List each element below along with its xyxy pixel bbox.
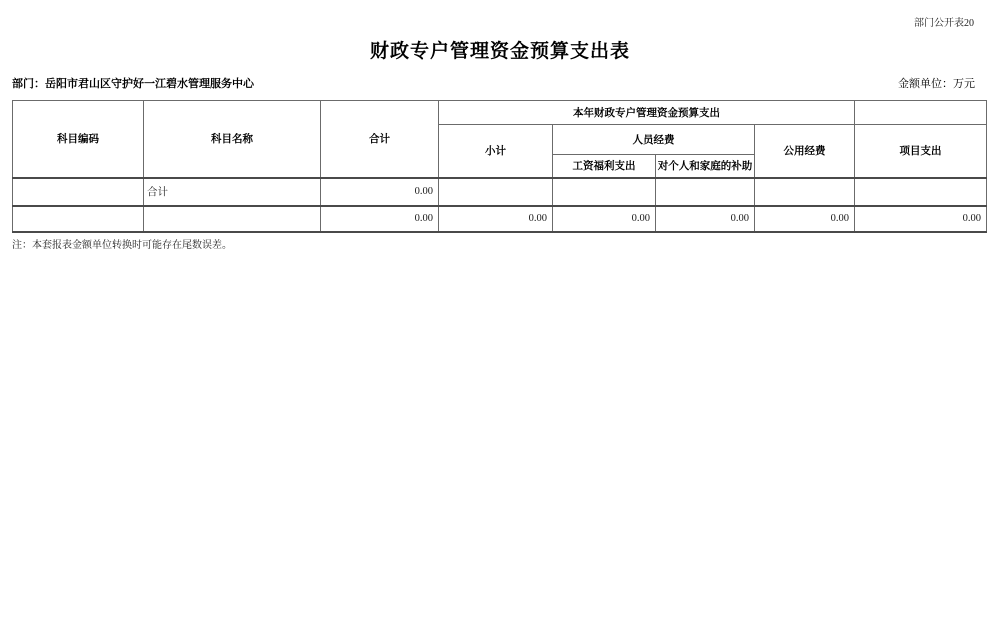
cell-salary: 0.00 bbox=[553, 206, 656, 232]
cell-public: 0.00 bbox=[755, 206, 855, 232]
form-number-label: 部门公开表20 bbox=[914, 18, 974, 29]
header-project-expenditure: 项目支出 bbox=[855, 125, 987, 178]
header-public-funds: 公用经费 bbox=[755, 125, 855, 178]
cell-public bbox=[755, 178, 855, 206]
cell-total: 0.00 bbox=[321, 178, 439, 206]
cell-code bbox=[13, 178, 144, 206]
cell-name: 合计 bbox=[144, 178, 321, 206]
cell-subtotal bbox=[439, 178, 553, 206]
cell-subtotal: 0.00 bbox=[439, 206, 553, 232]
header-total: 合计 bbox=[321, 101, 439, 178]
department-label: 部门：岳阳市君山区守护好一江碧水管理服务中心 bbox=[12, 78, 254, 90]
header-individual-family-subsidy: 对个人和家庭的补助 bbox=[656, 155, 755, 178]
footnote: 注：本套报表金额单位转换时可能存在尾数误差。 bbox=[12, 240, 232, 251]
header-personnel-group: 人员经费 bbox=[553, 125, 755, 155]
header-current-year-group: 本年财政专户管理资金预算支出 bbox=[439, 101, 855, 125]
header-row-1 bbox=[13, 101, 987, 125]
cell-name bbox=[144, 206, 321, 232]
cell-total: 0.00 bbox=[321, 206, 439, 232]
header-subtotal: 小计 bbox=[439, 125, 553, 178]
table-row-total bbox=[13, 178, 987, 206]
page-title: 财政专户管理资金预算支出表 bbox=[369, 41, 630, 62]
header-subject-name: 科目名称 bbox=[144, 101, 321, 178]
cell-project: 0.00 bbox=[855, 206, 987, 232]
amount-unit-label: 金额单位：万元 bbox=[898, 78, 975, 90]
cell-subsidy: 0.00 bbox=[656, 206, 755, 232]
header-subject-code: 科目编码 bbox=[13, 101, 144, 178]
header-salary-welfare: 工资福利支出 bbox=[553, 155, 656, 178]
budget-expenditure-table bbox=[12, 100, 987, 233]
cell-code bbox=[13, 206, 144, 232]
cell-project bbox=[855, 178, 987, 206]
cell-subsidy bbox=[656, 178, 755, 206]
meta-row bbox=[12, 75, 975, 91]
table-row-values bbox=[13, 206, 987, 232]
cell-salary bbox=[553, 178, 656, 206]
header-empty-cell bbox=[855, 101, 987, 125]
